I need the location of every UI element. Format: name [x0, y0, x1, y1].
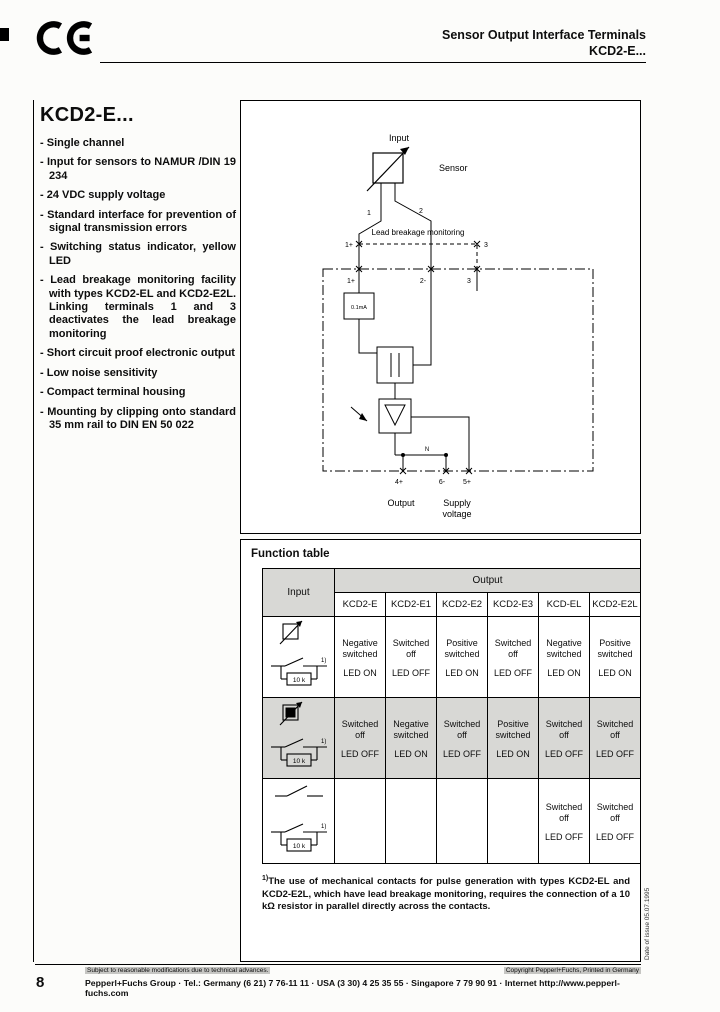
bracket-terminal-3-label: 3 [484, 242, 488, 249]
supply-label-line1: Supply [443, 498, 471, 508]
lead-breakage-label: Lead breakage monitoring [371, 228, 465, 237]
junction-dot [444, 453, 448, 457]
output-state: Switched off [443, 719, 481, 740]
sensor-symbol [367, 147, 409, 191]
terminal-1-label: 1+ [347, 278, 355, 285]
wire-2-label: 2 [419, 208, 423, 215]
table-cell [590, 617, 641, 698]
date-of-issue: Date of issue 05.07.1995 [644, 887, 651, 960]
output-state [336, 801, 384, 825]
footnote-ref: 1) [320, 739, 326, 745]
table-cell [590, 698, 641, 779]
input-symbol-cell [263, 779, 335, 864]
table-cell [437, 698, 488, 779]
output-state [438, 801, 486, 825]
output-state: Switched off [341, 719, 379, 740]
model-header: KCD2-E2L [590, 593, 641, 617]
resistor-value-label: 10 k [292, 677, 305, 684]
model-header: KCD2-E3 [488, 593, 539, 617]
feature-item: - Standard interface for prevention of signal transmission errors [40, 209, 236, 236]
led-arrowhead-icon [359, 413, 367, 421]
output-state: Switched off [392, 638, 430, 659]
output-column-header: Output [335, 569, 641, 593]
sensor-undamped-icon [267, 618, 331, 694]
table-cell [386, 779, 437, 864]
wire-1-label: 1 [367, 210, 371, 217]
sensor-arrowhead-icon [400, 147, 409, 155]
terminal-x-marks [356, 241, 480, 474]
feature-item: - Low noise sensitivity [40, 367, 236, 380]
led-state [336, 832, 384, 842]
feature-list [40, 137, 236, 432]
function-table-title: Function table [251, 548, 330, 560]
led-state: LED ON [445, 667, 479, 678]
current-source-label: 0.1mA [351, 305, 367, 311]
led-state: LED ON [394, 748, 428, 759]
table-cell [488, 779, 539, 864]
feature-item: - Single channel [40, 137, 236, 150]
table-cell [590, 779, 641, 864]
feature-item: - Input for sensors to NAMUR /DIN 19 234 [40, 156, 236, 183]
junction-dot [401, 453, 405, 457]
led-state: LED OFF [391, 667, 430, 678]
footnote-ref: 1) [320, 658, 326, 664]
led-state: LED ON [598, 667, 632, 678]
header-rule [100, 62, 646, 63]
output-state: Negative switched [393, 719, 429, 740]
table-cell [386, 698, 437, 779]
ce-logo [34, 18, 96, 63]
connection-diagram-panel [240, 100, 641, 534]
footer-fineprint [85, 967, 641, 974]
table-cell [539, 698, 590, 779]
sensor-label: Sensor [439, 163, 468, 173]
model-header: KCD2-E2 [437, 593, 488, 617]
led-state: LED ON [496, 748, 530, 759]
led-state: LED OFF [340, 748, 379, 759]
output-state [387, 801, 435, 825]
resistor-value-label: 10 k [292, 843, 305, 850]
table-footnote [262, 874, 630, 913]
feature-item: - Mounting by clipping onto standard 35 mm rail to DIN EN 50 022 [40, 406, 236, 433]
table-cell [437, 617, 488, 698]
footer-rule [35, 964, 641, 965]
table-cell [335, 617, 386, 698]
footer-contact: Pepperl+Fuchs Group · Tel.: Germany (6 21) 7 76-11 11 · USA (3 30) 4 25 35 55 · Singapore 7 79 90 91 · Internet http://www.pepperl-fuchs.com [85, 978, 620, 998]
table-row [263, 779, 641, 864]
output-state: Switched off [545, 802, 583, 823]
terminal-3-label: 3 [467, 278, 471, 285]
terminal-5-label: 5+ [463, 479, 471, 486]
diagram-wiring [323, 183, 593, 471]
registration-mark [0, 28, 9, 41]
model-header: KCD2-E [335, 593, 386, 617]
function-table-panel [240, 539, 641, 962]
terminal-4-label: 4+ [395, 479, 403, 486]
resistor-value-label: 10 k [292, 758, 305, 765]
led-state: LED ON [343, 667, 377, 678]
header-model: KCD2-E... [589, 44, 646, 59]
output-state: Switched off [494, 638, 532, 659]
output-state: Negative switched [342, 638, 378, 659]
input-column-header: Input [263, 569, 335, 617]
led-state: LED OFF [442, 748, 481, 759]
output-state: Positive switched [444, 638, 480, 659]
footnote-text: The use of mechanical contacts for pulse generation with types KCD2-EL and KCD2-E2L, which have lead breakage monitoring, requires the connection of a 10 kΩ resistor in parallel directly across the contacts. [262, 876, 630, 912]
led-state [438, 832, 486, 842]
output-state [489, 801, 537, 825]
table-row [263, 698, 641, 779]
feature-item: - 24 VDC supply voltage [40, 189, 236, 202]
led-state: LED OFF [544, 831, 583, 842]
output-state: Positive switched [495, 719, 531, 740]
feature-item: - Short circuit proof electronic output [40, 347, 236, 360]
table-cell [539, 617, 590, 698]
led-state: LED OFF [493, 667, 532, 678]
connection-diagram [241, 101, 640, 533]
led-state [489, 832, 537, 842]
supply-label-line2: voltage [442, 509, 472, 519]
footer-disclaimer: Subject to reasonable modifications due to technical advances. [87, 967, 269, 974]
terminal-2-label: 2- [419, 278, 427, 285]
footnote-ref: 1) [320, 824, 326, 830]
table-cell [488, 698, 539, 779]
feature-item: - Lead breakage monitoring facility with types KCD2-EL and KCD2-E2L. Linking terminals 1 and 3 deactivates the lead breakage monitoring [40, 274, 236, 341]
product-title: KCD2-E... [40, 104, 134, 126]
input-label: Input [388, 133, 410, 143]
features-panel [40, 104, 236, 438]
ce-mark-icon [34, 18, 96, 58]
table-cell [488, 617, 539, 698]
table-cell [386, 617, 437, 698]
open-contact-icon [267, 780, 331, 860]
table-cell [539, 779, 590, 864]
output-state: Negative switched [546, 638, 582, 659]
output-state: Switched off [596, 802, 634, 823]
output-state: Switched off [545, 719, 583, 740]
input-symbol-cell [263, 617, 335, 698]
output-state: Positive switched [597, 638, 633, 659]
model-header: KCD-EL [539, 593, 590, 617]
terminal-6-label: 6- [438, 479, 446, 486]
table-cell [335, 698, 386, 779]
page-number: 8 [36, 974, 45, 991]
page-header [442, 27, 646, 60]
n-label: N [424, 447, 430, 453]
input-symbol-cell [263, 698, 335, 779]
table-row [263, 617, 641, 698]
footnote-marker: 1) [262, 875, 269, 882]
bracket-terminal-1-label: 1+ [345, 242, 353, 249]
table-cell [437, 779, 488, 864]
model-header: KCD2-E1 [386, 593, 437, 617]
feature-item: - Switching status indicator, yellow LED [40, 241, 236, 268]
sensor-damped-icon [267, 699, 331, 775]
output-label: Output [387, 498, 415, 508]
table-cell [335, 779, 386, 864]
led-state: LED OFF [596, 831, 635, 842]
function-table [262, 568, 641, 864]
feature-item: - Compact terminal housing [40, 386, 236, 399]
left-margin-rule [33, 100, 34, 962]
output-state: Switched off [596, 719, 634, 740]
led-state: LED ON [547, 667, 581, 678]
footer-copyright: Copyright Pepperl+Fuchs, Printed in Germany [505, 967, 639, 974]
header-product-family: Sensor Output Interface Terminals [442, 28, 646, 42]
led-state: LED OFF [544, 748, 583, 759]
led-state [387, 832, 435, 842]
led-state: LED OFF [596, 748, 635, 759]
